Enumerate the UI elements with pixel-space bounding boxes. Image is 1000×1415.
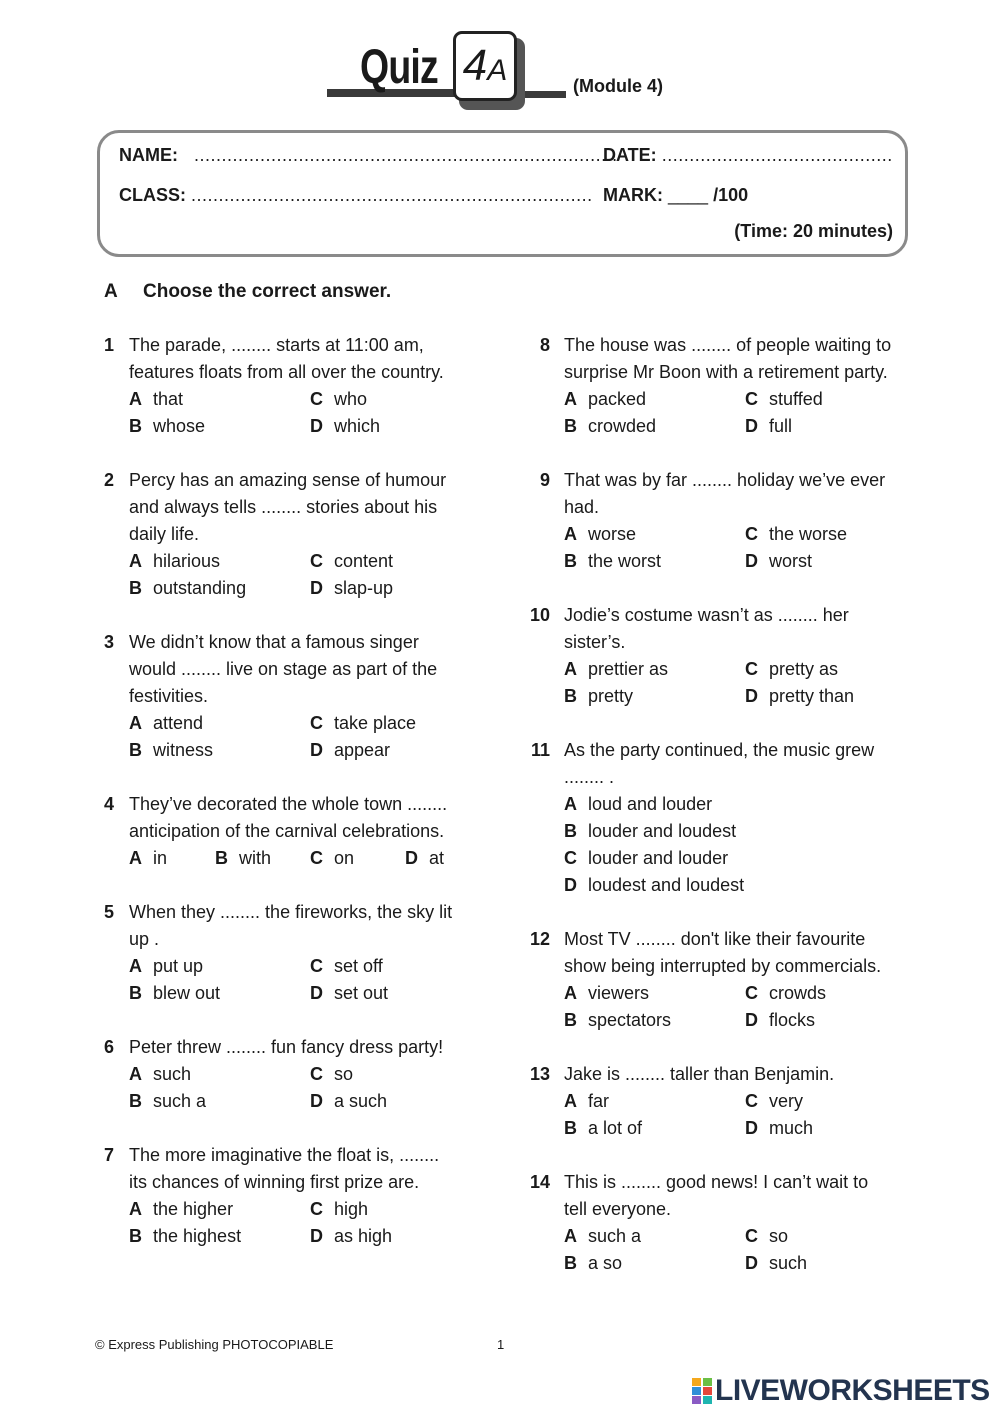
question-text: Jake is ........ taller than Benjamin. xyxy=(564,1064,835,1084)
option-b[interactable]: B a lot of xyxy=(564,1118,643,1138)
questions-left-column xyxy=(104,332,484,1277)
question-number: 7 xyxy=(104,1145,115,1165)
question-7 xyxy=(104,1142,484,1250)
question-1 xyxy=(104,332,484,440)
option-c[interactable]: C stuffed xyxy=(745,389,823,409)
class-field[interactable]: ......................................................................... xyxy=(191,185,593,205)
option-b[interactable]: B outstanding xyxy=(129,578,247,598)
option-d[interactable]: D a such xyxy=(310,1091,388,1111)
question-text: The parade, ........ starts at 11:00 am, features floats from all over the country. xyxy=(129,335,444,382)
question-text: Percy has an amazing sense of humour and always tells ........ stories about his daily life. xyxy=(129,470,447,544)
option-a[interactable]: A worse xyxy=(564,524,637,544)
question-text: We didn’t know that a famous singer would ........ live on stage as part of the festivities. xyxy=(129,632,438,706)
question-text: Peter threw ........ fun fancy dress party! xyxy=(129,1037,444,1057)
option-c[interactable]: C the worse xyxy=(745,524,848,544)
question-14 xyxy=(528,1169,908,1277)
question-11 xyxy=(528,737,908,899)
option-b[interactable]: B witness xyxy=(129,740,214,760)
question-text: The more imaginative the float is, ........ its chances of winning first prize are. xyxy=(129,1145,440,1192)
question-number: 5 xyxy=(104,902,115,922)
question-13 xyxy=(528,1061,908,1142)
option-d[interactable]: D which xyxy=(310,416,381,436)
option-c[interactable]: C set off xyxy=(310,956,383,976)
option-b[interactable]: B spectators xyxy=(564,1010,672,1030)
publisher-footer: © Express Publishing PHOTOCOPIABLE xyxy=(95,1337,334,1352)
question-number: 2 xyxy=(104,470,115,490)
question-5 xyxy=(104,899,484,1007)
option-a[interactable]: A attend xyxy=(129,713,204,733)
question-number: 14 xyxy=(529,1172,550,1192)
mark-label: MARK: xyxy=(603,185,663,205)
option-d[interactable]: D worst xyxy=(745,551,813,571)
question-number: 6 xyxy=(104,1037,115,1057)
date-row xyxy=(603,145,893,166)
module-label: (Module 4) xyxy=(573,76,663,96)
option-d[interactable]: D appear xyxy=(310,740,391,760)
option-b[interactable]: B with xyxy=(215,848,272,868)
mark-row xyxy=(603,185,748,206)
question-4 xyxy=(104,791,484,872)
option-c[interactable]: C very xyxy=(745,1091,804,1111)
question-text: This is ........ good news! I can’t wait to tell everyone. xyxy=(564,1172,869,1219)
name-label: NAME: xyxy=(119,145,178,165)
option-d[interactable]: D loudest and loudest xyxy=(564,875,745,895)
question-text: That was by far ........ holiday we’ve ever had. xyxy=(564,470,886,517)
class-row xyxy=(119,185,593,206)
option-a[interactable]: A prettier as xyxy=(564,659,669,679)
question-number: 10 xyxy=(529,605,550,625)
option-b[interactable]: B pretty xyxy=(564,686,634,706)
option-d[interactable]: D at xyxy=(405,848,445,868)
question-number: 12 xyxy=(529,929,550,949)
option-d[interactable]: D pretty than xyxy=(745,686,855,706)
option-b[interactable]: B louder and loudest xyxy=(564,821,737,841)
quiz-title: Quiz xyxy=(360,41,438,94)
question-number: 13 xyxy=(529,1064,550,1084)
option-b[interactable]: B whose xyxy=(129,416,206,436)
option-a[interactable]: A viewers xyxy=(564,983,650,1003)
brand-name: LIVEWORKSHEETS xyxy=(715,1374,990,1407)
questions-right-column xyxy=(528,332,908,1304)
quiz-number-badge xyxy=(453,31,517,101)
liveworksheets-icon xyxy=(692,1378,712,1404)
option-c[interactable]: C on xyxy=(310,848,355,868)
option-b[interactable]: B blew out xyxy=(129,983,221,1003)
student-info-box xyxy=(97,130,908,257)
question-8 xyxy=(528,332,908,440)
option-a[interactable]: A hilarious xyxy=(129,551,221,571)
option-a[interactable]: A such a xyxy=(564,1226,642,1246)
option-d[interactable]: D full xyxy=(745,416,793,436)
question-text: When they ........ the fireworks, the sky lit up . xyxy=(129,902,453,949)
option-d[interactable]: D flocks xyxy=(745,1010,816,1030)
question-12 xyxy=(528,926,908,1034)
question-9 xyxy=(528,467,908,575)
question-text: Jodie’s costume wasn’t as ........ her sister’s. xyxy=(564,605,849,652)
option-a[interactable]: A in xyxy=(129,848,168,868)
option-c[interactable]: C pretty as xyxy=(745,659,839,679)
question-text: The house was ........ of people waiting to surprise Mr Boon with a retirement party. xyxy=(564,335,892,382)
option-a[interactable]: A loud and louder xyxy=(564,794,713,814)
question-number: 1 xyxy=(104,335,115,355)
name-row xyxy=(119,145,618,166)
section-heading xyxy=(104,281,391,303)
question-3 xyxy=(104,629,484,764)
option-d[interactable]: D much xyxy=(745,1118,814,1138)
question-text: They’ve decorated the whole town ........ anticipation of the carnival celebrations. xyxy=(129,794,448,841)
option-c[interactable]: C so xyxy=(310,1064,354,1084)
option-b[interactable]: B crowded xyxy=(564,416,657,436)
option-d[interactable]: D as high xyxy=(310,1226,393,1246)
option-a[interactable]: A put up xyxy=(129,956,204,976)
title-underline-right xyxy=(520,91,566,98)
question-number: 4 xyxy=(104,794,115,814)
question-2 xyxy=(104,467,484,602)
option-c[interactable]: C crowds xyxy=(745,983,827,1003)
option-b[interactable]: B the worst xyxy=(564,551,662,571)
question-number: 9 xyxy=(539,470,550,490)
option-c[interactable]: C high xyxy=(310,1199,369,1219)
time-limit: (Time: 20 minutes) xyxy=(734,221,893,241)
name-field[interactable]: ............................................................................. xyxy=(183,145,618,165)
option-c[interactable]: C take place xyxy=(310,713,417,733)
question-10 xyxy=(528,602,908,710)
section-instruction: Choose the correct answer. xyxy=(143,281,392,302)
badge-letter: A xyxy=(487,54,508,87)
section-letter: A xyxy=(104,281,118,302)
option-a[interactable]: A the higher xyxy=(129,1199,234,1219)
option-a[interactable]: A that xyxy=(129,389,184,409)
option-d[interactable]: D set out xyxy=(310,983,389,1003)
option-a[interactable]: A such xyxy=(129,1064,192,1084)
page-number: 1 xyxy=(497,1337,505,1352)
badge-number: 4 xyxy=(462,41,488,90)
quiz-header xyxy=(0,0,1000,120)
option-a[interactable]: A far xyxy=(564,1091,610,1111)
option-c[interactable]: C content xyxy=(310,551,394,571)
date-label: DATE: xyxy=(603,145,657,165)
option-b[interactable]: B such a xyxy=(129,1091,207,1111)
question-text: Most TV ........ don't like their favourite show being interrupted by commercials. xyxy=(564,929,882,976)
class-label: CLASS: xyxy=(119,185,186,205)
date-field[interactable]: .......................................... xyxy=(661,145,893,165)
option-d[interactable]: D slap-up xyxy=(310,578,394,598)
option-a[interactable]: A packed xyxy=(564,389,647,409)
question-text: As the party continued, the music grew ........ . xyxy=(564,740,875,787)
question-number: 3 xyxy=(104,632,115,652)
question-number: 11 xyxy=(530,740,550,760)
option-c[interactable]: C louder and louder xyxy=(564,848,729,868)
mark-total: /100 xyxy=(713,185,749,205)
option-b[interactable]: B the highest xyxy=(129,1226,242,1246)
option-c[interactable]: C who xyxy=(310,389,368,409)
option-c[interactable]: C so xyxy=(745,1226,789,1246)
question-number: 8 xyxy=(539,335,550,355)
mark-blank[interactable]: ____ xyxy=(668,185,709,205)
question-6 xyxy=(104,1034,484,1115)
option-d[interactable]: D such xyxy=(745,1253,808,1273)
option-b[interactable]: B a so xyxy=(564,1253,623,1273)
